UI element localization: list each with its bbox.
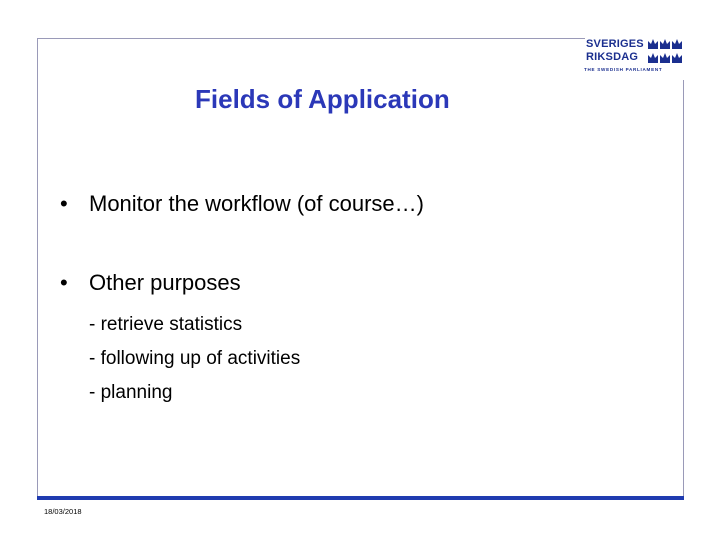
slide-frame-top [37,38,585,39]
bullet-marker: • [60,270,68,295]
sub-item: - retrieve statistics [89,314,243,335]
sub-item: - following up of activities [89,348,301,369]
slide-title: Fields of Application [195,84,450,114]
bullet-marker: • [60,191,68,216]
bullet-item [60,191,424,217]
crown-icon [647,52,683,64]
bullet-text: Monitor the workflow (of course…) [89,191,424,216]
logo-subtitle: THE SWEDISH PARLIAMENT [584,67,663,72]
slide-frame-left [37,38,38,498]
logo-text-line2: RIKSDAG [586,51,639,63]
bullet-text: Other purposes [89,270,241,295]
slide-frame-right [683,80,684,498]
crown-icon [647,38,683,50]
bullet-item [60,270,241,296]
slide-date: 18/03/2018 [44,507,82,516]
logo-text-line1: SVERIGES [586,38,644,50]
slide-bottom-bar [37,496,684,500]
riksdag-logo [584,36,684,76]
sub-item: - planning [89,382,173,403]
